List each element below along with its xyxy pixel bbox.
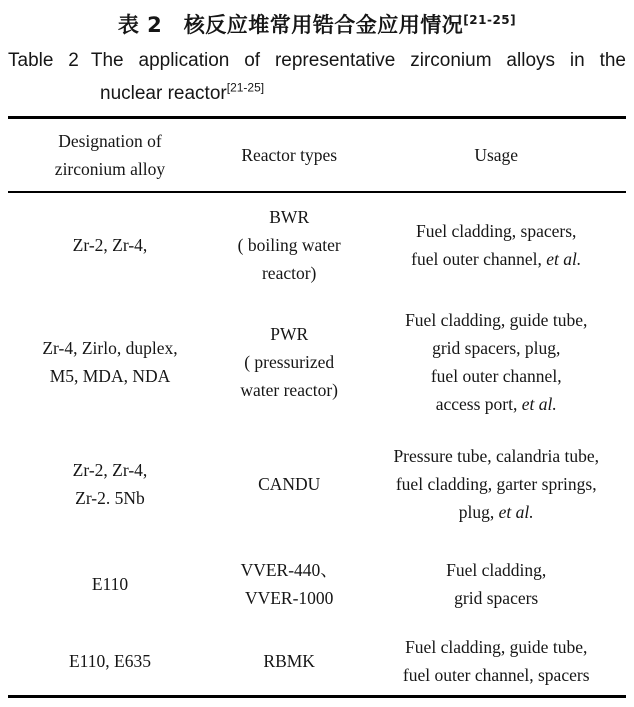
cell-usage	[366, 541, 626, 627]
cell-alloy-designation	[8, 427, 212, 541]
cell-alloy-designation	[8, 192, 212, 297]
cell-line: reactor)	[261, 263, 317, 283]
cell-reactor-type	[212, 541, 367, 627]
cell-line: Zr-2. 5Nb	[75, 488, 145, 508]
cell-line: VVER-440、	[240, 560, 338, 580]
cell-line: ( boiling water	[237, 235, 341, 255]
table-row	[8, 541, 626, 627]
cell-line: PWR	[270, 324, 309, 344]
table-row	[8, 192, 626, 297]
en-citation-superscript: [21-25]	[226, 80, 265, 95]
usage-text: Pressure tube, calandria tube,	[393, 446, 599, 466]
cell-line: CANDU	[258, 474, 321, 494]
cell-line	[368, 442, 624, 470]
alloy-application-table	[8, 116, 626, 698]
cell-line	[368, 556, 624, 584]
cell-line: E110, E635	[68, 651, 151, 671]
table-title-en-line2	[8, 77, 626, 110]
usage-text: Fuel cladding, guide tube,	[405, 637, 588, 657]
cell-reactor-type	[212, 297, 367, 427]
cell-reactor-type	[212, 627, 367, 697]
cell-line: water reactor)	[240, 380, 338, 400]
cell-usage	[366, 192, 626, 297]
cell-line	[368, 470, 624, 498]
cell-alloy-designation	[8, 627, 212, 697]
cell-reactor-type	[212, 192, 367, 297]
table-number-label: Table 2	[8, 50, 79, 71]
usage-text: fuel cladding, garter springs,	[395, 474, 597, 494]
table-title-en-text: The application of representative zirconium alloys in the	[90, 50, 626, 71]
table-header	[8, 118, 626, 193]
cell-line	[368, 217, 624, 245]
zh-citation-superscript: [21-25]	[463, 13, 517, 27]
table-title-en-text-cont: nuclear reactor	[100, 83, 227, 104]
usage-text: grid spacers	[454, 588, 539, 608]
usage-text: grid spacers, plug,	[432, 338, 561, 358]
usage-text: plug,	[458, 502, 499, 522]
cell-usage	[366, 627, 626, 697]
cell-line	[368, 306, 624, 334]
cell-line	[368, 661, 624, 689]
cell-line: Zr-2, Zr-4,	[72, 460, 148, 480]
cell-line	[368, 633, 624, 661]
table-row	[8, 427, 626, 541]
cell-line: RBMK	[263, 651, 315, 671]
usage-text: fuel outer channel,	[430, 366, 562, 386]
header-line: zirconium alloy	[54, 159, 166, 179]
table-title-en-line1	[8, 44, 626, 77]
cell-line: BWR	[269, 207, 310, 227]
cell-line: VVER-1000	[244, 588, 334, 608]
cell-line: ( pressurized	[244, 352, 335, 372]
et-al-italic: et al.	[521, 394, 557, 414]
et-al-italic: et al.	[546, 249, 582, 269]
cell-line: Zr-4, Zirlo, duplex,	[42, 338, 178, 358]
table-title-zh-text: 表 2 核反应堆常用锆合金应用情况	[117, 13, 464, 37]
table-row	[8, 297, 626, 427]
usage-text: fuel outer channel,	[411, 249, 547, 269]
cell-line	[368, 362, 624, 390]
column-header-usage: Usage	[366, 118, 626, 193]
table-body	[8, 192, 626, 697]
cell-line	[368, 334, 624, 362]
cell-line: Zr-2, Zr-4,	[72, 235, 148, 255]
cell-usage	[366, 427, 626, 541]
usage-text: Fuel cladding,	[446, 560, 547, 580]
cell-line	[368, 498, 624, 526]
cell-alloy-designation	[8, 297, 212, 427]
usage-text: Fuel cladding, spacers,	[416, 221, 577, 241]
header-line: Designation of	[58, 131, 162, 151]
table-row	[8, 627, 626, 697]
cell-line	[368, 584, 624, 612]
cell-line: E110	[91, 574, 129, 594]
et-al-italic: et al.	[498, 502, 534, 522]
usage-text: fuel outer channel, spacers	[402, 665, 590, 685]
column-header-reactor: Reactor types	[212, 118, 367, 193]
cell-line: M5, MDA, NDA	[49, 366, 171, 386]
usage-text: access port,	[435, 394, 522, 414]
cell-alloy-designation	[8, 541, 212, 627]
header-row	[8, 118, 626, 193]
cell-line	[368, 390, 624, 418]
cell-line	[368, 245, 624, 273]
table-title-zh	[8, 10, 626, 40]
table-title-en	[8, 44, 626, 110]
cell-usage	[366, 297, 626, 427]
cell-reactor-type	[212, 427, 367, 541]
usage-text: Fuel cladding, guide tube,	[405, 310, 588, 330]
column-header-alloy	[8, 118, 212, 193]
